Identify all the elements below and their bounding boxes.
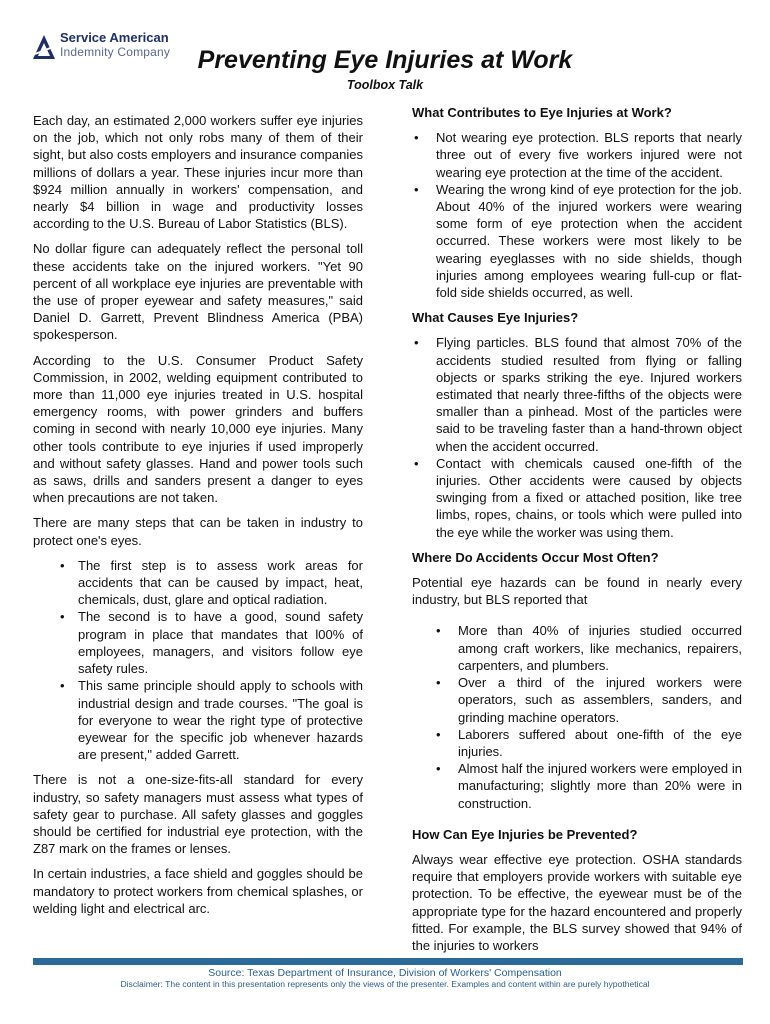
left-column [33,112,363,925]
contributes-heading: What Contributes to Eye Injuries at Work? [412,105,672,120]
list-item: • Wearing the wrong kind of eye protection for the job. About 40% of the injured workers were wearing some form of eye protection when the accident occurred. These workers were most likely to be wearing eyeglasses with no side shields, though injuries among employees wearing full-cup or flat-fold side shields occurred, as well. [412,181,742,301]
logo-line-2: Indemnity Company [60,45,171,59]
list-item: • Over a third of the injured workers were operators, such as assemblers, sanders, and grinding machine operators. [412,674,742,726]
footer-source: Source: Texas Department of Insurance, Division of Workers' Compensation [208,967,562,979]
prevent-paragraph: Always wear effective eye protection. OSHA standards require that employers provide workers with suitable eye protection. To be effective, the eyewear must be of the appropriate type for the hazard encountered and properly fitted. For example, the BLS survey showed that 94% of the injuries to workers [412,851,742,953]
where-heading: Where Do Accidents Occur Most Often? [412,549,659,565]
where-paragraph: Potential eye hazards can be found in nearly every industry, but BLS reported that [412,575,742,608]
footer-disclaimer: Disclaimer: The content in this presentation represents only the views of the presenter. Examples and content within are purely hypothetical [120,979,650,989]
causes-list [412,334,742,540]
prevent-heading: How Can Eye Injuries be Prevented? [412,826,638,842]
list-item: • Laborers suffered about one-fifth of the eye injuries. [412,726,742,760]
page-subtitle: Toolbox Talk [346,78,424,92]
causes-heading: What Causes Eye Injuries? [412,310,579,326]
where-list [412,622,742,811]
steps-list [33,557,363,763]
list-item: • This same principle should apply to schools with industrial design and trade courses. "The goal is for everyone to wear the right type of protective eyewear for the specific job whenever hazards are present," added Garrett. [33,677,363,763]
footer-divider [33,958,743,965]
cpsc-paragraph: According to the U.S. Consumer Product Safety Commission, in 2002, welding equipment contributed to more than 11,000 eye injuries treated in U.S. hospital emergency rooms, with power grinders and buffers coming in second with nearly 10,000 eye injuries. Many other tools contribute to eye injuries if used improperly and without safety glasses. Hand and power tools such as saws, drills and sanders present a danger to eyes when precautions are not taken. [33,352,363,506]
standard-paragraph: There is not a one-size-fits-all standard for every industry, so safety managers must assess what types of safety gear to purchase. All safety glasses and goggles should be certified for industrial eye protection, with the Z87 mark on the frames or lenses. [33,772,363,857]
list-item: • Not wearing eye protection. BLS reports that nearly three out of every five workers injured were not wearing eye protection at the time of the accident. [412,129,742,181]
list-item: • More than 40% of injuries studied occurred among craft workers, like mechanics, repairers, carpenters, and plumbers. [412,622,742,674]
list-item: • Flying particles. BLS found that almost 70% of the accidents studied resulted from flying or falling objects or sparks striking the eye. Injured workers estimated that nearly three-fifths of the objects were smaller than a pinhead. Most of the particles were said to be traveling faster than a hand-thrown object when the accident occurred. [412,334,742,454]
personal-toll-paragraph: No dollar figure can adequately reflect the personal toll these accidents take on the injured workers. "Yet 90 percent of all workplace eye injuries are preventable with the use of proper eyewear and safety measures," said Daniel D. Garrett, Prevent Blindness America (PBA) spokesperson. [33,241,363,343]
list-item: • The first step is to assess work areas for accidents that can be caused by impact, heat, chemicals, dust, glare and optical radiation. [33,557,363,609]
page-title: Preventing Eye Injuries at Work [197,46,573,74]
intro-paragraph: Each day, an estimated 2,000 workers suffer eye injuries on the job, which not only robs many of them of their sight, but also costs employers and insurance companies millions of dollars a year. These injuries incur more than $924 million annually in workers' compensation, and nearly $4 billion in wage and productivity losses according to the U.S. Bureau of Labor Statistics (BLS). [33,113,363,232]
list-item: • Contact with chemicals caused one-fifth of the injuries. Other accidents were caused by objects swinging from a fixed or attached position, like tree limbs, ropes, chains, or tools which were pulled into the eye while the worker was using them. [412,455,742,541]
face-shield-paragraph: In certain industries, a face shield and goggles should be mandatory to protect workers from chemical splashes, or welding light and electrical arc. [33,866,363,916]
right-column [412,104,742,962]
logo-line-1: Service American [60,30,169,45]
contributes-list [412,129,742,301]
list-item: • The second is to have a good, sound safety program in place that mandates that l00% of employees, managers, and visitors follow eye safety rules. [33,608,363,677]
steps-intro-paragraph: There are many steps that can be taken in industry to protect one's eyes. [33,515,363,548]
list-item: • Almost half the injured workers were employed in manufacturing; slightly more than 20% were in construction. [412,760,742,812]
